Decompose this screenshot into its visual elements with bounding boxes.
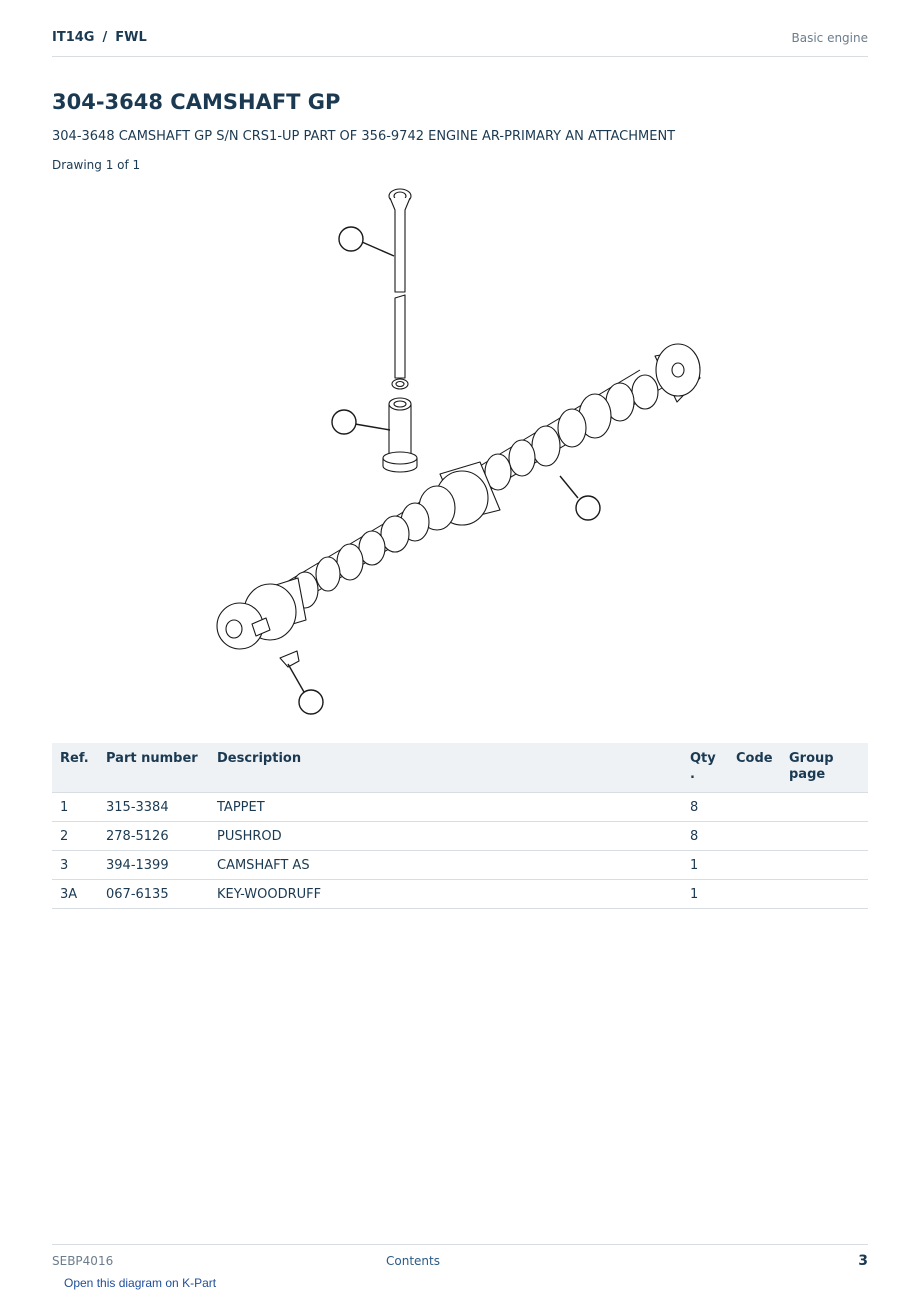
drawing-label: Drawing 1 of 1 <box>52 158 141 172</box>
breadcrumb-separator: / <box>102 30 108 45</box>
table-row <box>52 851 868 880</box>
cell-part-number: 278-5126 <box>98 822 209 851</box>
cell-code <box>728 793 781 822</box>
callout-leader-2 <box>355 424 390 430</box>
page-title: 304-3648 CAMSHAFT GP <box>52 90 341 114</box>
table-row <box>52 822 868 851</box>
col-header-ref: Ref. <box>52 743 98 793</box>
woodruff-key-part <box>280 651 299 667</box>
page-subtitle: 304-3648 CAMSHAFT GP S/N CRS1-UP PART OF 356-9742 ENGINE AR-PRIMARY AN ATTACHMENT <box>52 129 676 144</box>
contents-link[interactable]: Contents <box>386 1254 440 1268</box>
col-header-qty: Qty . <box>682 743 728 793</box>
parts-table <box>52 743 868 909</box>
cell-ref: 2 <box>52 822 98 851</box>
document-id: SEBP4016 <box>52 1254 114 1268</box>
col-header-description: Description <box>209 743 682 793</box>
page-footer <box>52 1244 868 1275</box>
cell-part-number: 394-1399 <box>98 851 209 880</box>
cell-group-page <box>781 880 868 909</box>
callout-circle-1 <box>339 227 363 251</box>
col-header-code: Code <box>728 743 781 793</box>
cell-ref: 3A <box>52 880 98 909</box>
parts-diagram <box>200 180 720 720</box>
table-row <box>52 793 868 822</box>
page-number: 3 <box>858 1253 868 1269</box>
cell-code <box>728 822 781 851</box>
cell-description: TAPPET <box>209 793 682 822</box>
cell-qty: 8 <box>682 822 728 851</box>
cell-part-number: 067-6135 <box>98 880 209 909</box>
breadcrumb-model: IT14G <box>52 30 95 45</box>
cell-ref: 1 <box>52 793 98 822</box>
cell-description: CAMSHAFT AS <box>209 851 682 880</box>
cell-group-page <box>781 851 868 880</box>
callout-circle-4 <box>299 690 323 714</box>
camshaft-part <box>217 344 700 649</box>
cell-part-number: 315-3384 <box>98 793 209 822</box>
callout-leader-3 <box>560 476 578 498</box>
page-header <box>52 28 868 57</box>
cell-description: PUSHROD <box>209 822 682 851</box>
cell-group-page <box>781 822 868 851</box>
cell-group-page <box>781 793 868 822</box>
cell-qty: 8 <box>682 793 728 822</box>
col-header-group-page: Group page <box>781 743 868 793</box>
tappet-part <box>383 398 417 472</box>
cell-description: KEY-WOODRUFF <box>209 880 682 909</box>
kpart-diagram-link[interactable]: Open this diagram on K-Part <box>64 1276 217 1290</box>
callout-circle-3 <box>576 496 600 520</box>
col-header-part-number: Part number <box>98 743 209 793</box>
callout-circle-2 <box>332 410 356 434</box>
callout-leader-4 <box>288 664 304 692</box>
section-name: Basic engine <box>791 31 868 45</box>
table-header-row <box>52 743 868 793</box>
table-row <box>52 880 868 909</box>
cell-qty: 1 <box>682 851 728 880</box>
breadcrumb <box>52 30 147 45</box>
cell-code <box>728 880 781 909</box>
callout-leader-1 <box>362 242 394 256</box>
breadcrumb-variant: FWL <box>115 30 147 45</box>
cell-qty: 1 <box>682 880 728 909</box>
cell-code <box>728 851 781 880</box>
pushrod-part <box>389 189 411 389</box>
cell-ref: 3 <box>52 851 98 880</box>
